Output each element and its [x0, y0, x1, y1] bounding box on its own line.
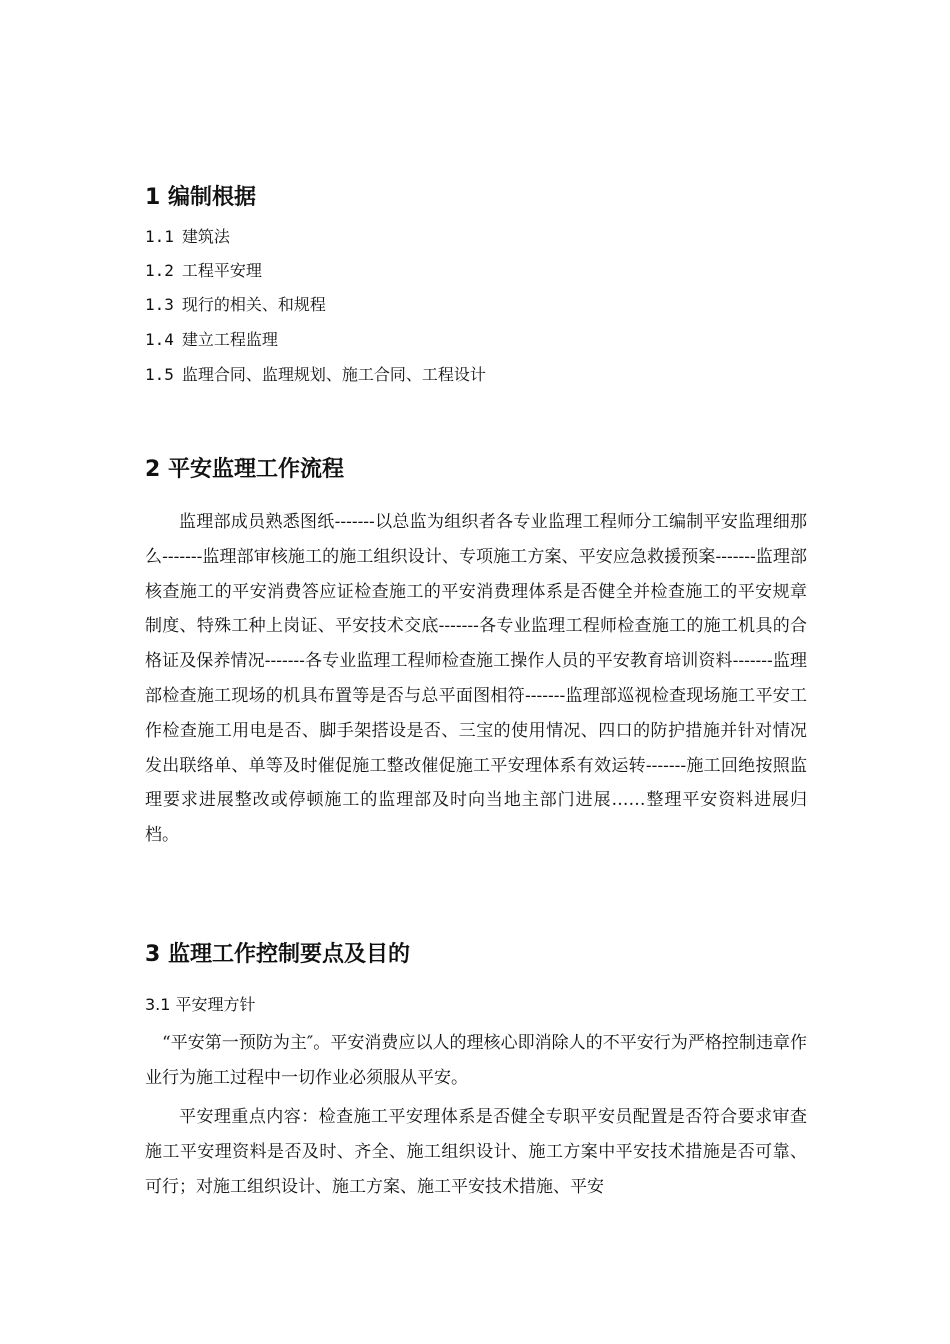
list-item-number: 1.2 [145, 261, 174, 280]
list-item-text: 工程平安理 [181, 261, 262, 280]
list-item-number: 1.3 [145, 295, 174, 314]
list-item-number: 1.5 [145, 365, 174, 384]
list-item-text: 现行的相关、和规程 [181, 295, 326, 314]
list-item-text: 建筑法 [181, 227, 230, 246]
list-item [145, 225, 230, 249]
list-item [145, 259, 262, 283]
list-item-text: 监理合同、监理规划、施工合同、工程设计 [181, 365, 486, 384]
section-2-heading: 2 平安监理工作流程 [145, 457, 344, 482]
list-item-number: 1.4 [145, 330, 174, 349]
list-item-number: 1.1 [145, 227, 174, 246]
list-item [145, 363, 486, 387]
section-1-heading: 1 编制根据 [145, 185, 256, 210]
list-item-text: 建立工程监理 [181, 330, 278, 349]
section-3-paragraph-1: “平安第一预防为主″。平安消费应以人的理核心即消除人的不平安行为严格控制违章作业行为施工过程中一切作业必须服从平安。 [145, 1033, 807, 1088]
list-item [145, 328, 278, 352]
section-2-paragraph: 监理部成员熟悉图纸-------以总监为组织者各专业监理工程师分工编制平安监理细那么-------监理部审核施工的施工组织设计、专项施工方案、平安应急救援预案-------监理部核查施工的平安消费答应证检查施工的平安消费理体系是否健全并检查施工的平安规章制度、特殊工种上岗证、平安技术交底-------各专业监理工程师检查施工的施工机具的合格证及保养情况-------各专业监理工程师检查施工操作人员的平安教育培训资料-------监理部检查施工现场的机具布置等是否与总平面图相符-------监理部巡视检查现场施工平安工作检查施工用电是否、脚手架搭设是否、三宝的使用情况、四口的防护措施并针对情况发出联络单、单等及时催促施工整改催促施工平安理体系有效运转-------施工回绝按照监理要求进展整改或停顿施工的监理部及时向当地主部门进展……整理平安资料进展归档。 [145, 512, 807, 846]
section-3-paragraph-2: 平安理重点内容：检查施工平安理体系是否健全专职平安员配置是否符合要求审查施工平安理资料是否及时、齐全、施工组织设计、施工方案中平安技术措施是否可靠、可行；对施工组织设计、施工方案、施工平安技术措施、平安 [145, 1107, 807, 1197]
section-3-1-subheading: 3.1 平安理方针 [145, 995, 256, 1014]
list-item [145, 293, 326, 317]
section-3-heading: 3 监理工作控制要点及目的 [145, 942, 410, 967]
